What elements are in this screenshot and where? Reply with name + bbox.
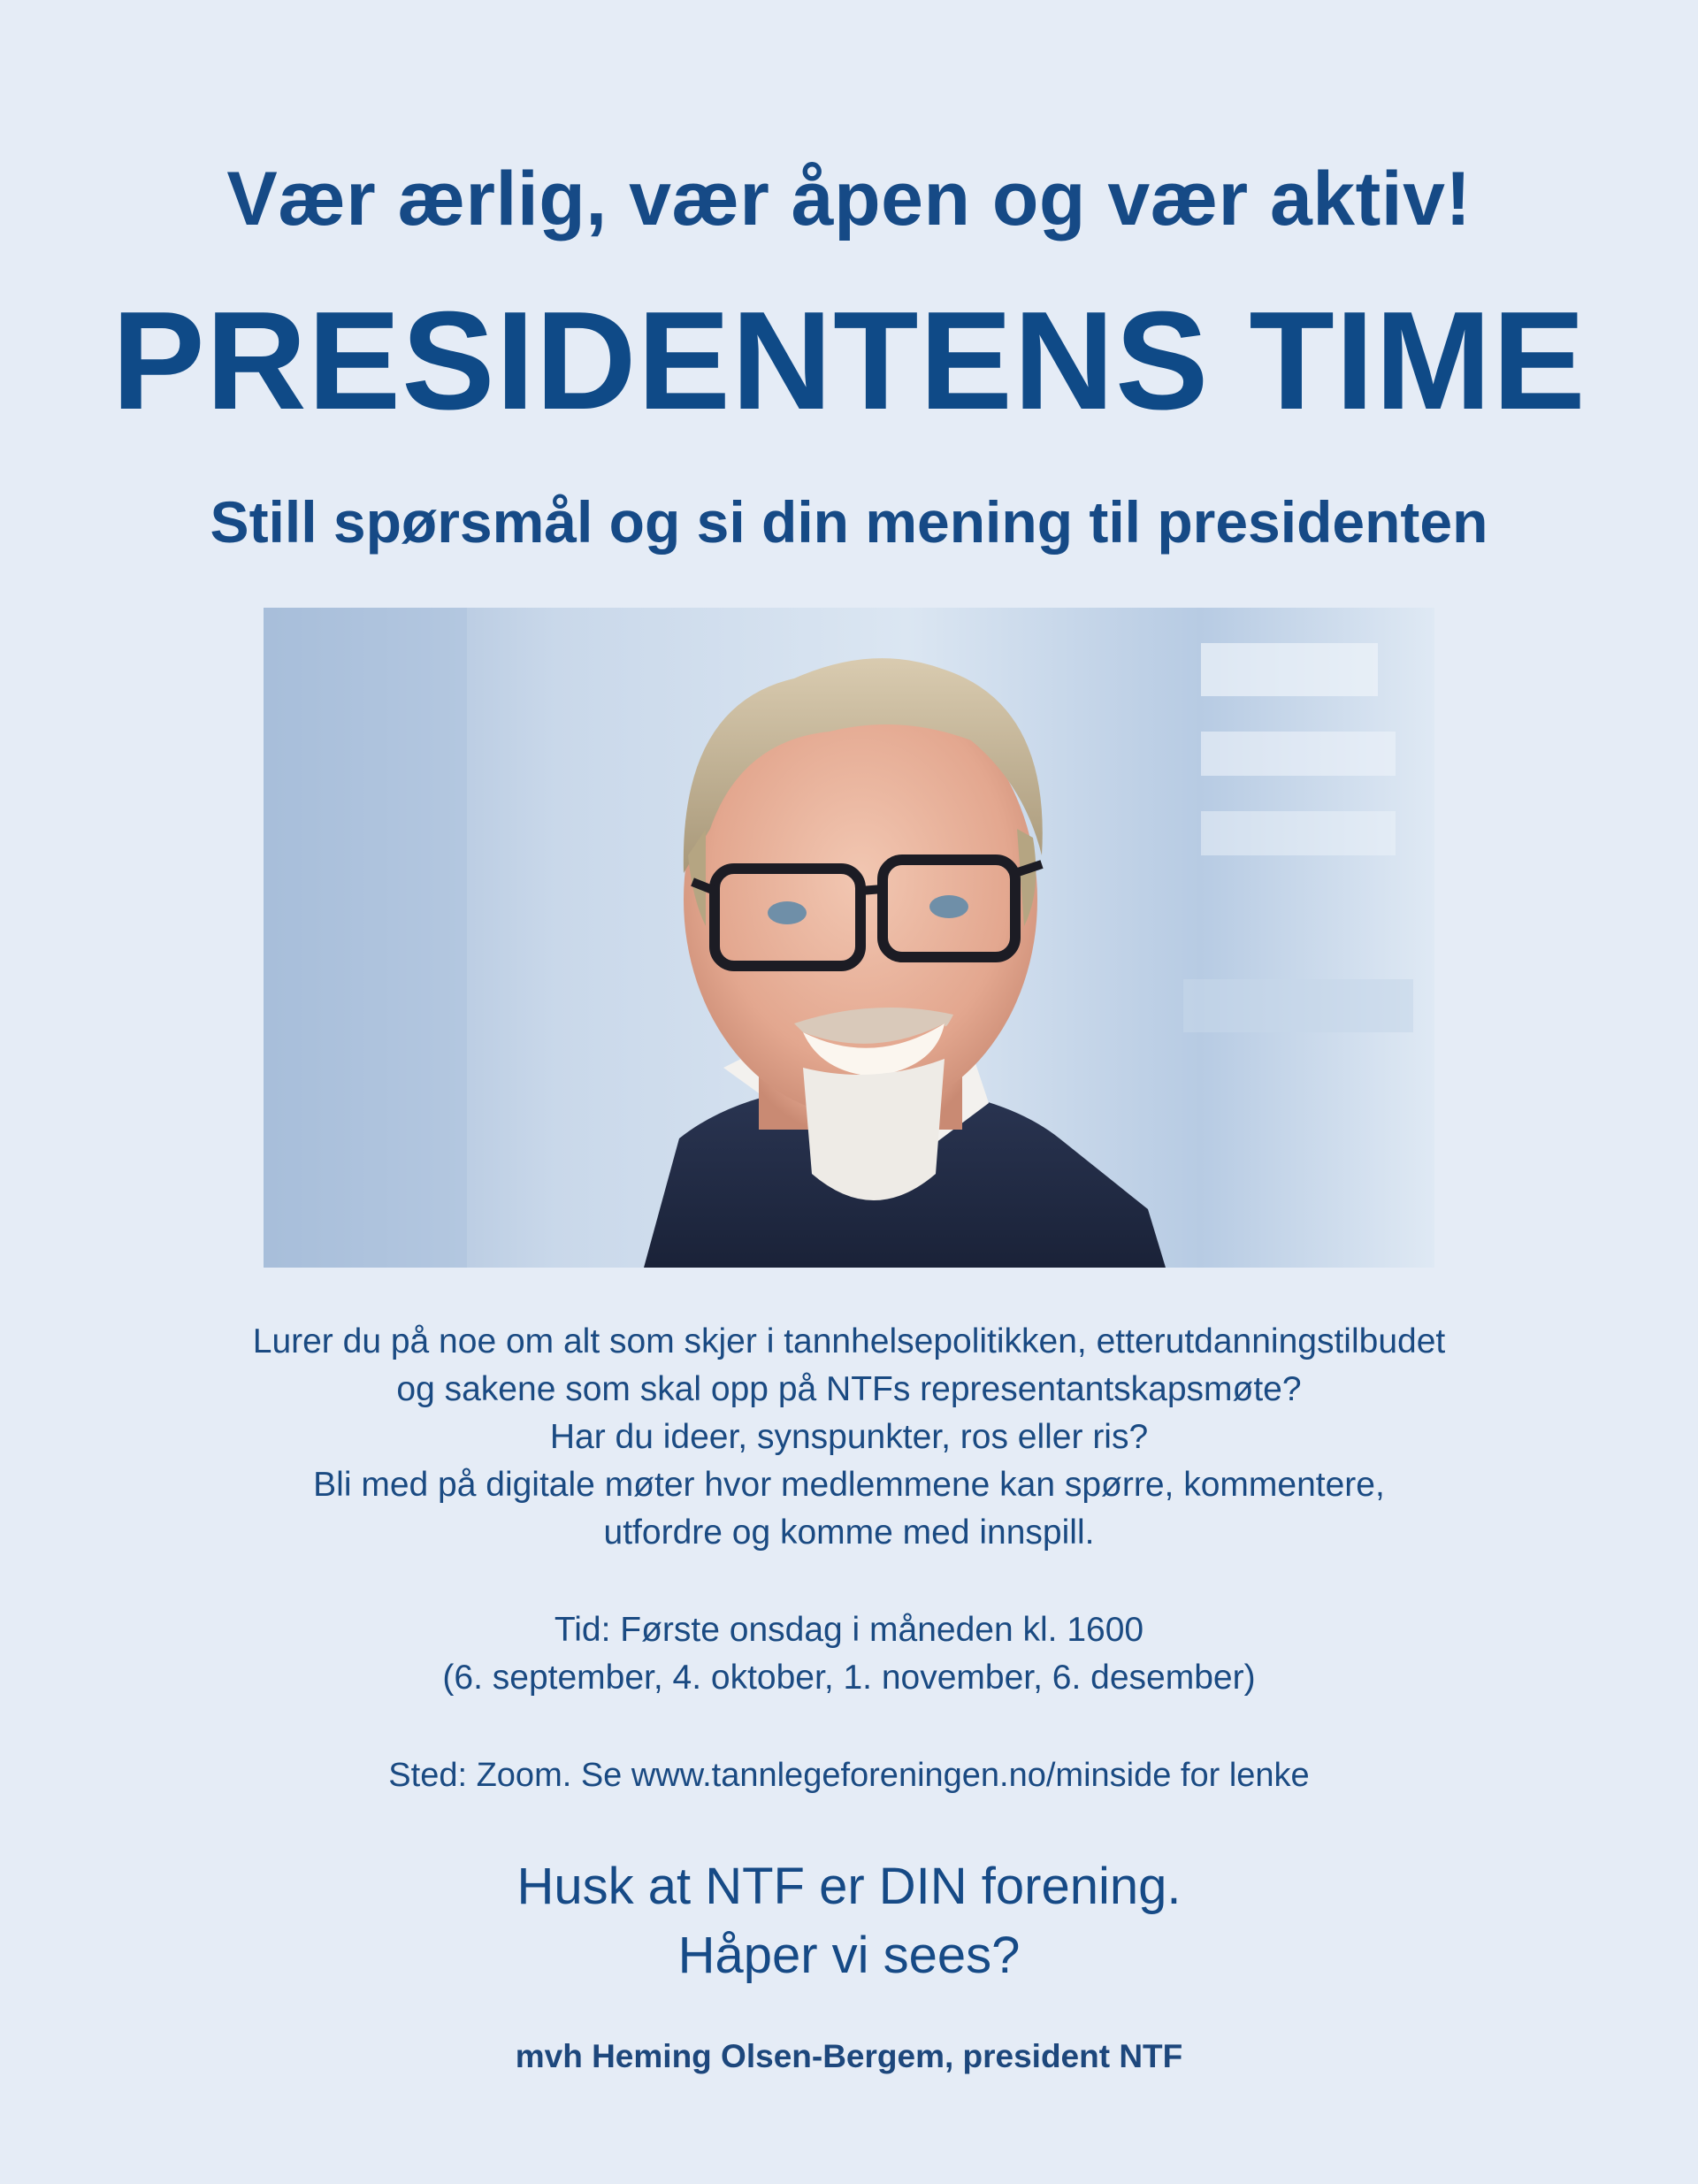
closing-line: Håper vi sees? xyxy=(677,1927,1021,1984)
intro-text xyxy=(0,1318,1698,1557)
president-photo xyxy=(264,608,1434,1268)
signature: mvh Heming Olsen-Bergem, president NTF xyxy=(515,2038,1183,2074)
poster-subtitle: Still spørsmål og si din mening til presidenten xyxy=(210,489,1488,555)
intro-line: og sakene som skal opp på NTFs representantskapsmøte? xyxy=(396,1370,1302,1408)
closing-message xyxy=(0,1852,1698,1990)
meeting-time xyxy=(0,1606,1698,1702)
closing-line: Husk at NTF er DIN forening. xyxy=(516,1858,1182,1915)
poster-title: PRESIDENTENS TIME xyxy=(111,283,1587,439)
intro-line: utfordre og komme med innspill. xyxy=(603,1513,1095,1552)
intro-line: Lurer du på noe om alt som skjer i tannhelsepolitikken, etterutdanningstilbudet xyxy=(252,1322,1446,1360)
meeting-dates-line: (6. september, 4. oktober, 1. november, 6. desember) xyxy=(442,1659,1256,1697)
meeting-time-line: Tid: Første onsdag i måneden kl. 1600 xyxy=(554,1611,1144,1649)
meeting-place: Sted: Zoom. Se www.tannlegeforeningen.no/minside for lenke xyxy=(388,1757,1310,1794)
tagline: Vær ærlig, vær åpen og vær aktiv! xyxy=(226,157,1472,241)
intro-line: Bli med på digitale møter hvor medlemmene kan spørre, kommentere, xyxy=(313,1466,1385,1504)
intro-line: Har du ideer, synspunkter, ros eller ris? xyxy=(549,1418,1149,1456)
